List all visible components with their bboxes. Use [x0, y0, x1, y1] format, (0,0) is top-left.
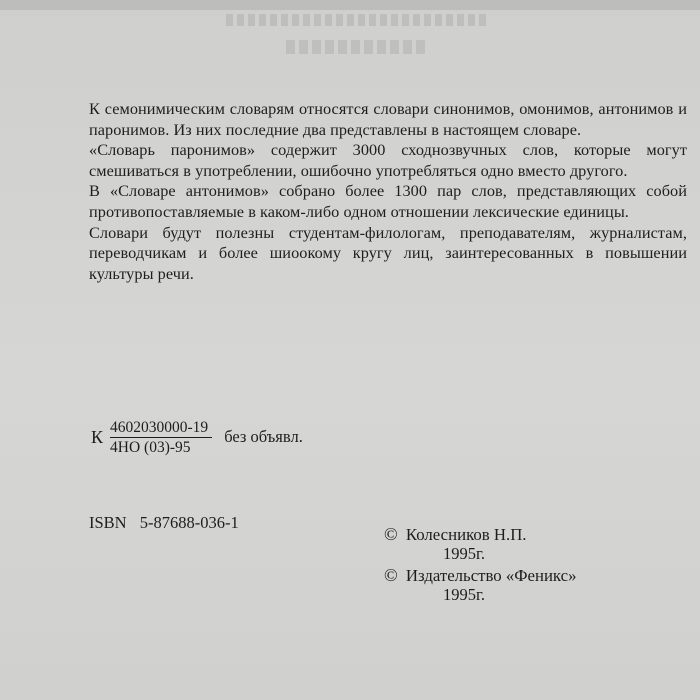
isbn-line — [89, 513, 239, 533]
copyright-author — [384, 524, 527, 545]
paragraph: Словари будут полезны студентам-филологам, преподавателям, журналистам, переводчикам и более шиоокому кругу лиц, заинтересованных в повышении культуры речи. — [89, 222, 687, 283]
imprint-no-ad: без объявл. — [224, 427, 303, 446]
imprint-code — [91, 417, 303, 457]
paragraph: В «Словаре антонимов» собрано более 1300 пар слов, представляющих собой противопоставляемые в каком-либо одном отношении лексические единицы. — [89, 181, 687, 221]
copyright-year: 1995г. — [443, 585, 486, 604]
paragraph: «Словарь паронимов» содержит 3000 сходнозвучных слов, которые могут смешиваться в употреблении, ошибочно употребляться одно вместо другого. — [89, 140, 687, 180]
copyright-icon: © — [384, 524, 398, 544]
imprint-numerator: 4602030000-19 — [110, 419, 212, 438]
annotation-text — [89, 99, 687, 284]
copyright-publisher — [384, 565, 577, 586]
copyright-holder: Колесников Н.П. — [405, 525, 527, 544]
copyright-icon: © — [384, 565, 398, 585]
isbn-number: 5-87688-036-1 — [139, 513, 239, 532]
copyright-year: 1995г. — [443, 544, 486, 563]
page-top-edge — [0, 0, 700, 10]
imprint-fraction — [110, 419, 212, 456]
isbn-label: ISBN — [89, 513, 127, 532]
copyright-holder: Издательство «Феникс» — [405, 566, 577, 585]
imprint-denominator: 4НО (03)-95 — [110, 438, 191, 456]
imprint-k-letter: К — [91, 426, 104, 447]
paragraph: К семонимическим словарям относятся словари синонимов, омонимов, антонимов и паронимов. Из них последние два представлены в настоящем словаре. — [89, 99, 687, 139]
show-through-heading — [226, 14, 486, 58]
